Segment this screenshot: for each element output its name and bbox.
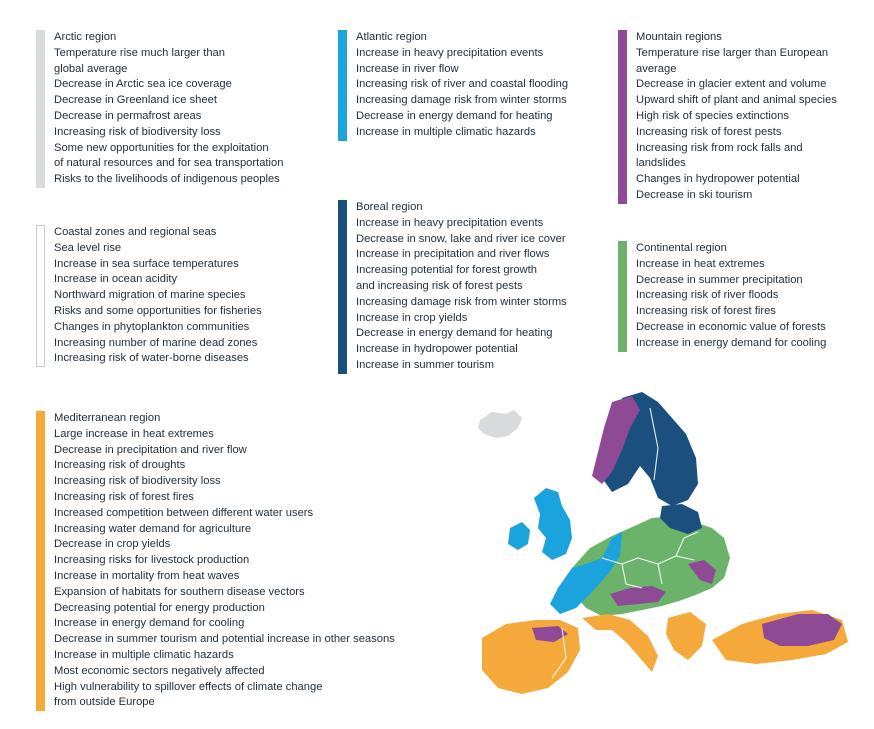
- region-item-list: [636, 46, 868, 204]
- region-item: Decrease in glacier extent and volume: [636, 78, 827, 91]
- region-mountain: [618, 30, 868, 204]
- region-item: Increasing risk of river floods: [636, 289, 779, 302]
- region-item: High vulnerability to spillover effects of climate change from outside Europe: [54, 680, 323, 709]
- region-item: Increase in heavy precipitation events: [356, 46, 544, 59]
- region-item: Increasing risk of biodiversity loss: [54, 125, 221, 138]
- region-arctic: [36, 30, 326, 188]
- region-item: Decrease in ski tourism: [636, 188, 753, 201]
- region-item: Increase in crop yields: [356, 311, 468, 324]
- region-item: Decrease in crop yields: [54, 538, 171, 551]
- europe-region-map: [462, 388, 862, 718]
- region-title: Coastal zones and regional seas: [54, 226, 217, 238]
- region-item: Increasing risk of forest pests: [636, 125, 782, 138]
- region-item: Upward shift of plant and animal species: [636, 94, 837, 107]
- region-item: Decrease in economic value of forests: [636, 320, 826, 333]
- region-item: Northward migration of marine species: [54, 289, 246, 302]
- region-item: Changes in phytoplankton communities: [54, 320, 250, 333]
- region-item: Increase in summer tourism: [356, 358, 495, 371]
- map-mediterranean-italy-balkans: [582, 614, 658, 672]
- region-item: Decrease in snow, lake and river ice cover: [356, 232, 566, 245]
- region-item: Increasing risk from rock falls and landslides: [636, 141, 803, 170]
- region-item: Increase in hydropower potential: [356, 343, 518, 356]
- region-item: Decrease in energy demand for heating: [356, 109, 553, 122]
- region-title: Mediterranean region: [54, 412, 161, 424]
- region-item: Increasing risk of biodiversity loss: [54, 475, 221, 488]
- map-iceland: [478, 410, 522, 438]
- region-title: Mountain regions: [636, 31, 722, 43]
- region-coastal: [36, 225, 326, 367]
- region-item: Temperature rise much larger than global average: [54, 46, 225, 75]
- region-item: Increase in heavy precipitation events: [356, 216, 544, 229]
- region-item: Large increase in heat extremes: [54, 427, 214, 440]
- region-item: Most economic sectors negatively affected: [54, 664, 265, 677]
- region-item: Increase in ocean acidity: [54, 273, 178, 286]
- region-item: Some new opportunities for the exploitation of natural resources and for sea transportation: [54, 141, 284, 170]
- region-item: Increasing risk of droughts: [54, 459, 186, 472]
- region-item: Decreasing potential for energy production: [54, 601, 265, 614]
- region-boreal: [338, 200, 608, 374]
- region-item: Increase in mortality from heat waves: [54, 569, 240, 582]
- region-item: Increase in precipitation and river flows: [356, 248, 550, 261]
- region-item-list: [356, 216, 608, 374]
- region-item: Decrease in summer precipitation: [636, 273, 803, 286]
- region-item: Increasing risk of forest fires: [54, 490, 194, 503]
- region-item: Risks to the livelihoods of indigenous peoples: [54, 173, 280, 186]
- map-mediterranean-iberia: [482, 620, 580, 694]
- region-title: Boreal region: [356, 201, 423, 213]
- region-item: Increasing potential for forest growth and increasing risk of forest pests: [356, 264, 537, 292]
- region-item: Increase in sea surface temperatures: [54, 257, 239, 270]
- region-item: Decrease in energy demand for heating: [356, 327, 553, 340]
- region-item: Decrease in summer tourism and potential increase in other seasons: [54, 633, 395, 646]
- region-item-list: [54, 241, 326, 367]
- region-item: Increase in energy demand for cooling: [636, 336, 827, 349]
- region-item: Temperature rise larger than European average: [636, 46, 829, 75]
- region-item: Increase in river flow: [356, 62, 459, 75]
- region-title: Arctic region: [54, 31, 117, 43]
- region-item: Increase in heat extremes: [636, 257, 765, 270]
- region-item: Increasing number of marine dead zones: [54, 336, 258, 349]
- region-item: Decrease in permafrost areas: [54, 109, 202, 122]
- region-item: Increasing risks for livestock production: [54, 554, 250, 567]
- region-item: High risk of species extinctions: [636, 109, 789, 122]
- region-item-list: [54, 427, 436, 711]
- region-item-list: [356, 46, 608, 141]
- region-item: Decrease in Greenland ice sheet: [54, 94, 217, 107]
- region-item-list: [636, 257, 868, 352]
- region-item: Expansion of habitats for southern disease vectors: [54, 585, 305, 598]
- region-item: Increasing risk of water-borne diseases: [54, 352, 249, 365]
- region-title: Atlantic region: [356, 31, 427, 43]
- region-item: Increasing risk of forest fires: [636, 305, 776, 318]
- region-item: Increased competition between different water users: [54, 506, 314, 519]
- map-atlantic-britain: [534, 488, 572, 560]
- region-item: Sea level rise: [54, 241, 122, 254]
- region-item: Changes in hydropower potential: [636, 173, 800, 186]
- region-mediterranean: [36, 411, 436, 711]
- region-item: Increasing risk of river and coastal flooding: [356, 78, 569, 91]
- region-item: Increase in multiple climatic hazards: [356, 125, 536, 138]
- region-item-list: [54, 46, 326, 188]
- region-title: Continental region: [636, 242, 727, 254]
- region-continental: [618, 241, 868, 352]
- region-item: Decrease in precipitation and river flow: [54, 443, 247, 456]
- region-item: Increase in energy demand for cooling: [54, 617, 245, 630]
- region-item: Increase in multiple climatic hazards: [54, 648, 234, 661]
- region-item: Risks and some opportunities for fisheries: [54, 304, 262, 317]
- region-item: Increasing water demand for agriculture: [54, 522, 252, 535]
- region-item: Increasing damage risk from winter storms: [356, 295, 567, 308]
- region-atlantic: [338, 30, 608, 141]
- region-item: Increasing damage risk from winter storms: [356, 94, 567, 107]
- map-atlantic-ireland: [508, 522, 530, 550]
- region-item: Decrease in Arctic sea ice coverage: [54, 78, 232, 91]
